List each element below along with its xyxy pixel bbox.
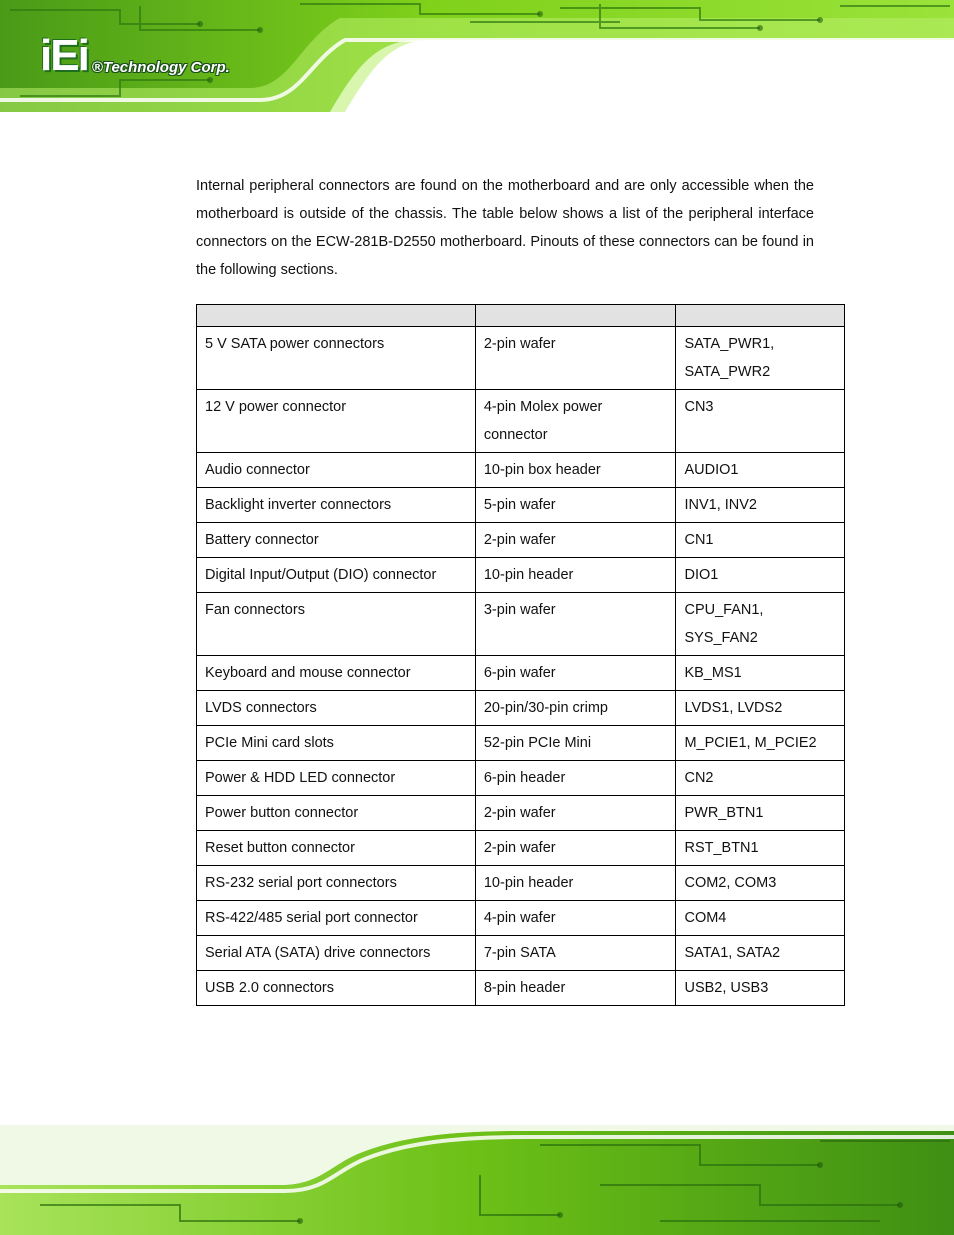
table-row bbox=[197, 656, 845, 691]
connector-name: Reset button connector bbox=[197, 831, 476, 866]
connector-name: Serial ATA (SATA) drive connectors bbox=[197, 936, 476, 971]
connector-label: M_PCIE1, M_PCIE2 bbox=[676, 726, 845, 761]
connector-label: CPU_FAN1, SYS_FAN2 bbox=[676, 593, 845, 656]
table-row bbox=[197, 901, 845, 936]
connector-type: 2-pin wafer bbox=[475, 523, 676, 558]
connector-name: 5 V SATA power connectors bbox=[197, 327, 476, 390]
connector-type: 52-pin PCIe Mini bbox=[475, 726, 676, 761]
connector-label: AUDIO1 bbox=[676, 453, 845, 488]
connector-name: LVDS connectors bbox=[197, 691, 476, 726]
connector-label: CN3 bbox=[676, 390, 845, 453]
connector-type: 2-pin wafer bbox=[475, 831, 676, 866]
connector-label: SATA1, SATA2 bbox=[676, 936, 845, 971]
table-row bbox=[197, 488, 845, 523]
circuit-board-graphic bbox=[0, 1125, 954, 1235]
connector-label: COM4 bbox=[676, 901, 845, 936]
connector-type: 4-pin Molex power connector bbox=[475, 390, 676, 453]
connector-type: 6-pin header bbox=[475, 761, 676, 796]
connector-type: 2-pin wafer bbox=[475, 796, 676, 831]
connector-name: Keyboard and mouse connector bbox=[197, 656, 476, 691]
page-header-banner bbox=[0, 0, 954, 112]
connector-label: PWR_BTN1 bbox=[676, 796, 845, 831]
table-header-cell bbox=[475, 305, 676, 327]
connector-label: CN1 bbox=[676, 523, 845, 558]
table-row bbox=[197, 936, 845, 971]
table-row bbox=[197, 796, 845, 831]
table-header-cell bbox=[197, 305, 476, 327]
connector-name: USB 2.0 connectors bbox=[197, 971, 476, 1006]
table-header-cell bbox=[676, 305, 845, 327]
connector-name: Power button connector bbox=[197, 796, 476, 831]
table-row bbox=[197, 761, 845, 796]
connector-name: Battery connector bbox=[197, 523, 476, 558]
table-row bbox=[197, 593, 845, 656]
connector-type: 10-pin box header bbox=[475, 453, 676, 488]
table-row bbox=[197, 831, 845, 866]
connector-label: LVDS1, LVDS2 bbox=[676, 691, 845, 726]
table-row bbox=[197, 558, 845, 593]
connector-label: USB2, USB3 bbox=[676, 971, 845, 1006]
logo-text: ®Technology Corp. bbox=[91, 59, 230, 76]
connector-name: Backlight inverter connectors bbox=[197, 488, 476, 523]
connector-label: COM2, COM3 bbox=[676, 866, 845, 901]
connector-type: 10-pin header bbox=[475, 866, 676, 901]
connector-label: KB_MS1 bbox=[676, 656, 845, 691]
intro-paragraph: Internal peripheral connectors are found on the motherboard and are only accessible when the motherboard is outside of the chassis. The table below shows a list of the peripheral interface connectors on the ECW-281B-D2550 motherboard. Pinouts of these connectors can be found in the following sections. bbox=[196, 178, 814, 278]
page-footer-banner bbox=[0, 1125, 954, 1235]
connector-label: RST_BTN1 bbox=[676, 831, 845, 866]
connector-name: 12 V power connector bbox=[197, 390, 476, 453]
table-row bbox=[197, 390, 845, 453]
table-row bbox=[197, 327, 845, 390]
connector-type: 7-pin SATA bbox=[475, 936, 676, 971]
company-logo bbox=[40, 30, 230, 78]
connector-type: 2-pin wafer bbox=[475, 327, 676, 390]
table-row bbox=[197, 691, 845, 726]
table-header-row bbox=[197, 305, 845, 327]
connector-name: Fan connectors bbox=[197, 593, 476, 656]
connector-type: 3-pin wafer bbox=[475, 593, 676, 656]
table-row bbox=[197, 971, 845, 1006]
peripheral-connectors-table bbox=[196, 304, 845, 1006]
connector-type: 5-pin wafer bbox=[475, 488, 676, 523]
connector-label: DIO1 bbox=[676, 558, 845, 593]
connector-type: 6-pin wafer bbox=[475, 656, 676, 691]
table-row bbox=[197, 726, 845, 761]
connector-label: INV1, INV2 bbox=[676, 488, 845, 523]
connector-name: PCIe Mini card slots bbox=[197, 726, 476, 761]
logo-mark: iEi bbox=[40, 31, 88, 80]
connector-type: 10-pin header bbox=[475, 558, 676, 593]
connector-name: RS-422/485 serial port connector bbox=[197, 901, 476, 936]
connector-label: CN2 bbox=[676, 761, 845, 796]
connector-type: 4-pin wafer bbox=[475, 901, 676, 936]
connector-label: SATA_PWR1, SATA_PWR2 bbox=[676, 327, 845, 390]
connector-type: 8-pin header bbox=[475, 971, 676, 1006]
connector-name: Power & HDD LED connector bbox=[197, 761, 476, 796]
connector-name: Digital Input/Output (DIO) connector bbox=[197, 558, 476, 593]
connector-type: 20-pin/30-pin crimp bbox=[475, 691, 676, 726]
table-row bbox=[197, 453, 845, 488]
table-row bbox=[197, 523, 845, 558]
connector-name: Audio connector bbox=[197, 453, 476, 488]
table-row bbox=[197, 866, 845, 901]
connector-name: RS-232 serial port connectors bbox=[197, 866, 476, 901]
